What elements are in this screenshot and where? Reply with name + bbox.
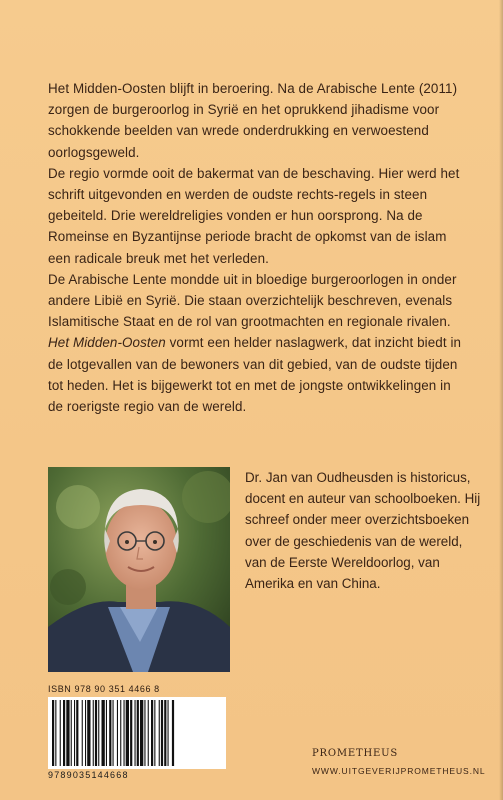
author-bio: Dr. Jan van Oudheusden is historicus, docent en auteur van schoolboeken. Hij schreef onder meer overzichtsboeken over de geschiedenis van de wereld, van de Eerste Wereldoorlog, van Amerika en van China. [245,470,481,592]
barcode-bar [126,700,129,766]
barcode-bar [168,700,169,766]
barcode [48,697,226,769]
publisher-url: WWW.UITGEVERIJPROMETHEUS.NL [312,766,486,776]
barcode-bar [148,700,149,766]
cover-edge-shadow [499,0,503,800]
blurb-paragraph-1: Het Midden-Oosten blijft in beroering. Na de Arabische Lente (2011) zorgen de burgeroorlog in Syrië en het oprukkend jihadisme voor schokkende beelden van wrede onderdrukking en verwoestend oorlogsgeweld. [48,81,458,160]
barcode-bar [117,700,118,766]
barcode-bar [113,700,114,766]
barcode-bar [159,700,160,766]
book-title-italic: Het Midden-Oosten [48,335,166,351]
barcode-bar [120,700,121,766]
barcode-bar [82,700,83,766]
barcode-bar [71,700,72,766]
barcode-bar [164,700,166,766]
isbn-label: ISBN 978 90 351 4466 8 [48,684,160,694]
barcode-bar [124,700,125,766]
barcode-bar [140,700,143,766]
blurb-paragraph-2: De regio vormde ooit de bakermat van de beschaving. Hier werd het schrift uitgevonden en werden de oudste rechts-regels in steen gebeiteld. Drie wereldreligies vonden er hun oorsprong. Na de Romeinse en Byzantijnse periode bracht de opkomst van de islam een radicale breuk met het verleden. [48,165,460,266]
author-photo [48,467,230,672]
barcode-bar [95,700,97,766]
barcode-bar [161,700,163,766]
barcode-bar [106,700,107,766]
publisher-logo: PROMETHEUS [312,748,398,759]
barcode-bar [144,700,145,766]
barcode-bar [60,700,61,766]
barcode-bar [52,700,54,766]
barcode-bar [135,700,136,766]
barcode-bar [130,700,132,766]
barcode-digits: 9789035144668 [48,770,129,780]
barcode-bar [151,700,153,766]
barcode-bar [137,700,139,766]
barcode-bar [102,700,105,766]
barcode-bar [85,700,86,766]
blurb-paragraph-3: De Arabische Lente mondde uit in bloedige burgeroorlogen in onder andere Libië en Syrië. Die staan overzichtelijk beschreven, evenals Islamitische Staat en de rol van grootmachten en regionale rivalen. [48,271,457,330]
barcode-bar [76,700,78,766]
barcode-bar [87,700,90,766]
barcode-bar [74,700,75,766]
blurb-text [48,78,468,417]
barcode-bar [93,700,94,766]
barcode-bar [55,700,56,766]
barcode-bar [66,700,69,766]
blurb-paragraph-4 [48,332,468,417]
barcode-bar [109,700,111,766]
barcode-bar [98,700,99,766]
barcode-bar [154,700,155,766]
barcode-bar [63,700,65,766]
blurb-paragraph-4-rest: vormt een helder naslagwerk, dat inzicht biedt in de lotgevallen van de bewoners van dit gebied, van de oudste tijden tot heden. Het is bijgewerkt tot en met de jongste ontwikkelingen in de roerigste regio van de wereld. [48,335,462,415]
barcode-bar [172,700,174,766]
